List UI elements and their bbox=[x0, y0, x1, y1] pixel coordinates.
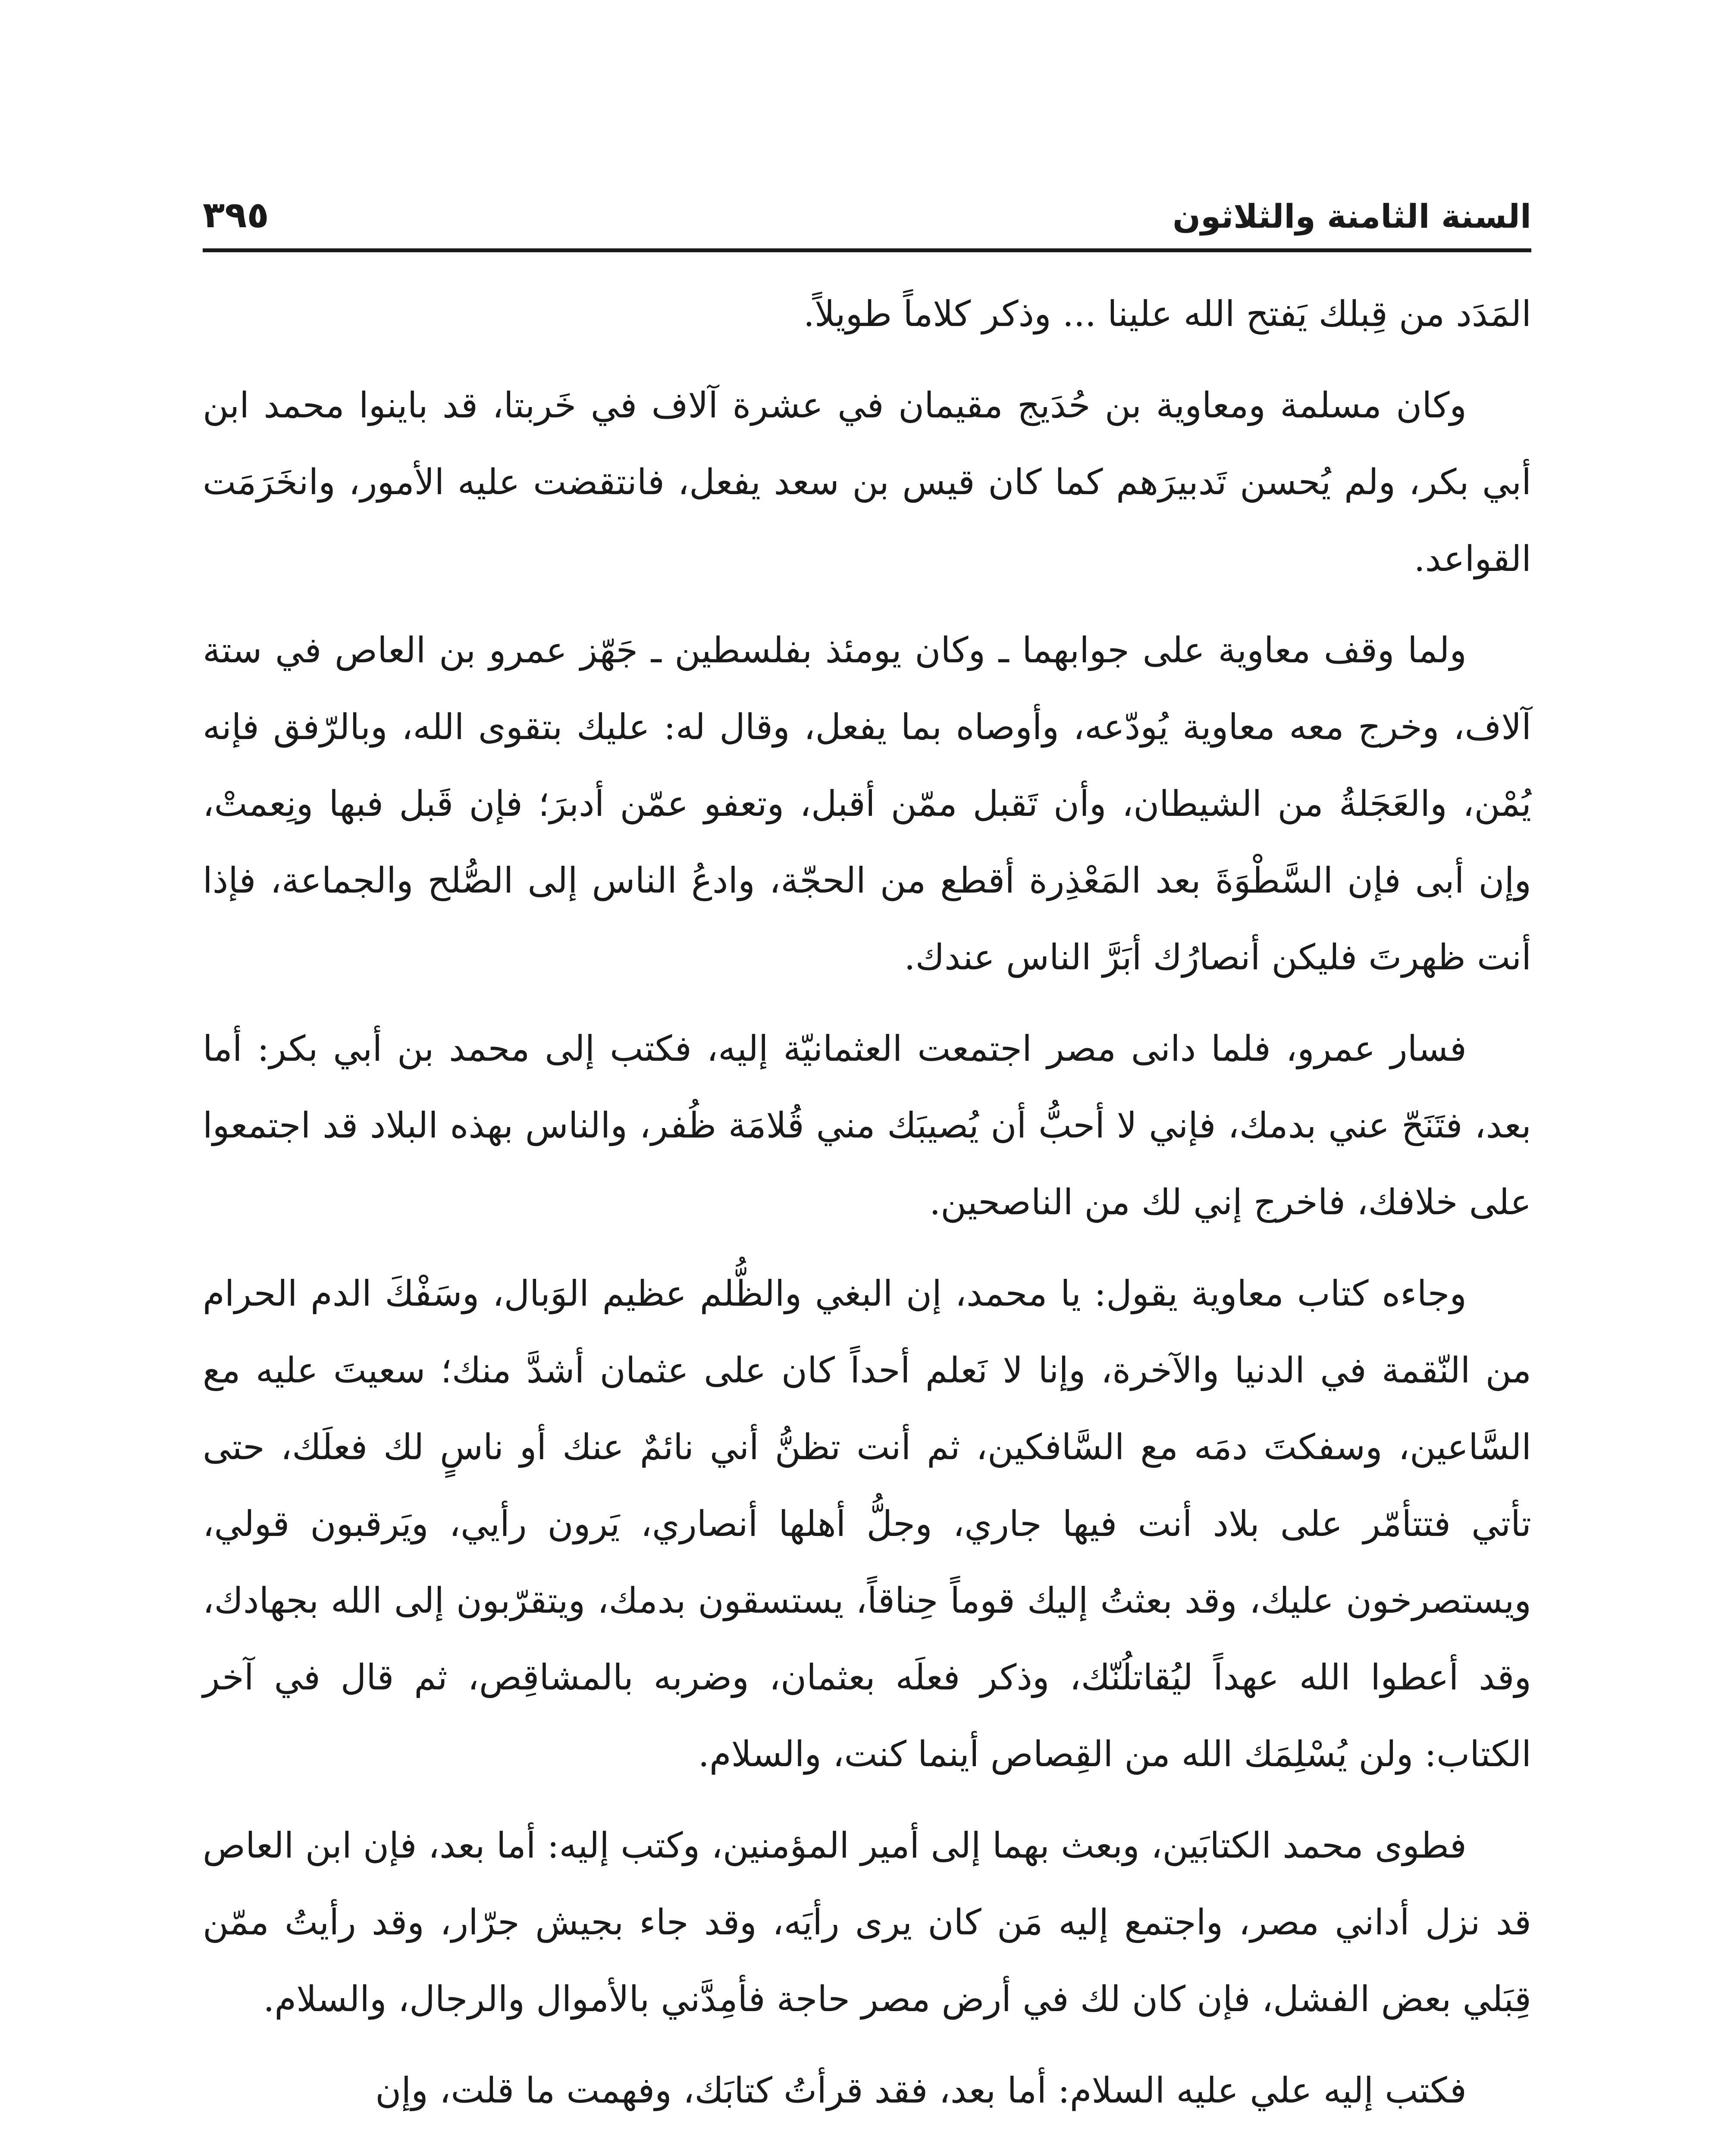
running-title: السنة الثامنة والثلاثون bbox=[1173, 197, 1531, 235]
page-number: ٣٩٥ bbox=[203, 194, 269, 236]
page-header bbox=[203, 168, 1531, 236]
paragraph: فسار عمرو، فلما دانى مصر اجتمعت العثمانيّة إليه، فكتب إلى محمد بن أبي بكر: أما بعد، فتَنَحّ عني بدمك، فإني لا أحبُّ أن يُصيبَك مني قُلامَة ظُفر، والناس بهذه البلاد قد اجتمعوا على خلافك، فاخرج إني لك من الناصحين. bbox=[203, 1028, 1531, 1223]
paragraph: المَدَد من قِبلك يَفتح الله علينا ... وذكر كلاماً طويلاً. bbox=[803, 294, 1531, 335]
paragraph: وكان مسلمة ومعاوية بن حُدَيج مقيمان في عشرة آلاف في خَربتا، قد باينوا محمد ابن أبي بكر، ولم يُحسن تَدبيرَهم كما كان قيس بن سعد يفعل، فانتقضت عليه الأمور، وانخَرَمَت القواعد. bbox=[203, 385, 1531, 580]
paragraph: وجاءه كتاب معاوية يقول: يا محمد، إن البغي والظُّلم عظيم الوَبال، وسَفْكَ الدم الحرام من النّقمة في الدنيا والآخرة، وإنا لا نَعلم أحداً كان على عثمان أشدَّ منك؛ سعيتَ عليه مع السَّاعين، وسفكتَ دمَه مع السَّافكين، ثم أنت تظنُّ أني نائمٌ عنك أو ناسٍ لك فعلَك، حتى تأتي فتتأمّر على بلاد أنت فيها جاري، وجلُّ أهلها أنصاري، يَرون رأيي، ويَرقبون قولي، ويستصرخون عليك، وقد بعثتُ إليك قوماً حِناقاً، يستسقون بدمك، ويتقرّبون إلى الله بجهادك، وقد أعطوا الله عهداً ليُقاتلُنّك، وذكر فعلَه بعثمان، وضربه بالمشاقِص، ثم قال في آخر الكتاب: ولن يُسْلِمَك الله من القِصاص أينما كنت، والسلام. bbox=[203, 1273, 1531, 1775]
body-text bbox=[203, 276, 1531, 2144]
paragraph: ولما وقف معاوية على جوابهما ـ وكان يومئذ بفلسطين ـ جَهّز عمرو بن العاص في ستة آلاف، وخرج معه معاوية يُودّعه، وأوصاه بما يفعل، وقال له: عليك بتقوى الله، وبالرّفق فإنه يُمْن، والعَجَلةُ من الشيطان، وأن تَقبل ممّن أقبل، وتعفو عمّن أدبرَ؛ فإن قَبل فبها ونِعمتْ، وإن أبى فإن السَّطْوَةَ بعد المَعْذِرة أقطع من الحجّة، وادعُ الناس إلى الصُّلح والجماعة، فإذا أنت ظهرتَ فليكن أنصارُك أبَرَّ الناس عندك. bbox=[203, 630, 1531, 978]
paragraph: فطوى محمد الكتابَين، وبعث بهما إلى أمير المؤمنين، وكتب إليه: أما بعد، فإن ابن العاص قد نزل أداني مصر، واجتمع إليه مَن كان يرى رأيَه، وقد جاء بجيش جرّار، وقد رأيتُ ممّن قِبَلي بعض الفشل، فإن كان لك في أرض مصر حاجة فأمِدَّني بالأموال والرجال، والسلام. bbox=[203, 1825, 1531, 2020]
paragraph: فكتب إليه علي عليه السلام: أما بعد، فقد قرأتُ كتابَك، وفهمت ما قلت، وإن bbox=[375, 2070, 1467, 2111]
header-divider bbox=[203, 248, 1531, 252]
